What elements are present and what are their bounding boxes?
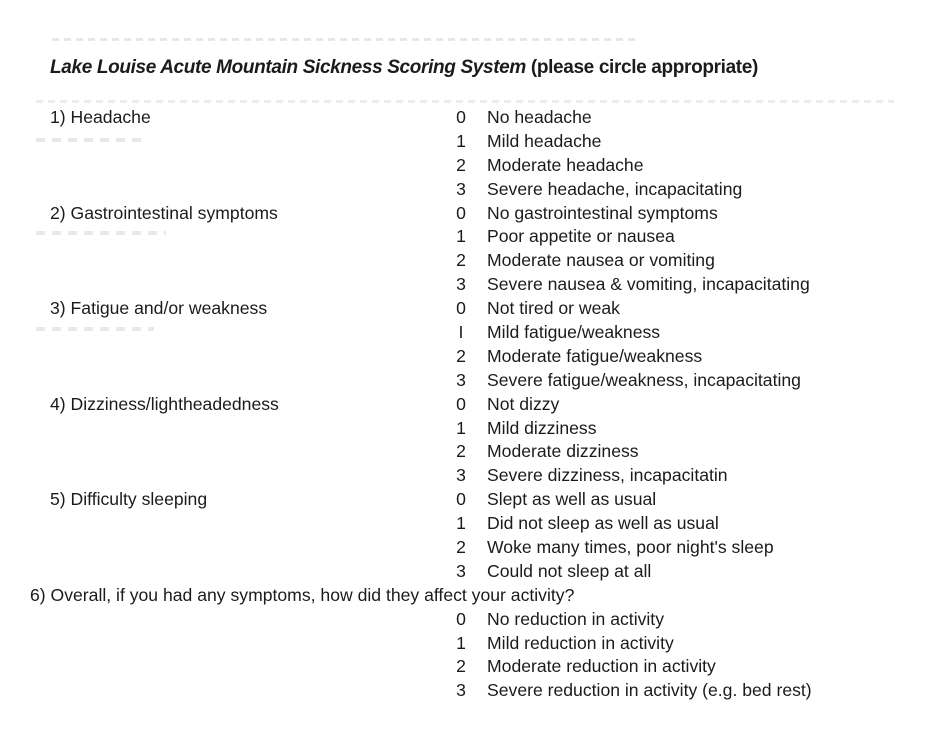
document-title [50, 57, 758, 79]
item-6-option-row [0, 632, 938, 656]
option-text: Mild headache [487, 130, 602, 151]
option-score[interactable]: 0 [456, 202, 466, 223]
option-text: No reduction in activity [487, 608, 664, 629]
option-score[interactable]: 0 [456, 608, 466, 629]
scan-artifact-line [52, 38, 640, 41]
option-text: Moderate reduction in activity [487, 656, 716, 677]
option-text: Severe reduction in activity (e.g. bed rest) [487, 680, 812, 701]
option-score[interactable]: 2 [456, 537, 466, 558]
item-6-option-row [0, 679, 938, 703]
item-2-label: 2) Gastrointestinal symptoms [50, 202, 278, 223]
option-text: Moderate fatigue/weakness [487, 345, 703, 366]
option-text: Severe fatigue/weakness, incapacitating [487, 369, 801, 390]
option-text: Mild dizziness [487, 417, 597, 438]
item-5-option-row [0, 488, 938, 512]
option-text: Moderate nausea or vomiting [487, 250, 715, 271]
item-4-option-row [0, 393, 938, 417]
option-text: Not dizzy [487, 393, 560, 414]
option-text: Severe nausea & vomiting, incapacitating [487, 274, 810, 295]
item-6-label: 6) Overall, if you had any symptoms, how did they affect your activity? [30, 584, 575, 605]
option-score[interactable]: 2 [456, 441, 466, 462]
title-main: Lake Louise Acute Mountain Sickness Scoring System [50, 57, 526, 78]
option-score[interactable]: I [458, 322, 464, 343]
option-score[interactable]: 0 [456, 489, 466, 510]
option-text: No headache [487, 107, 592, 127]
option-score[interactable]: 3 [456, 178, 466, 199]
option-text: Moderate dizziness [487, 441, 639, 462]
option-score[interactable]: 1 [456, 417, 466, 438]
option-text: Poor appetite or nausea [487, 226, 675, 247]
item-4-option-row [0, 417, 938, 441]
item-3-option-row [0, 297, 938, 321]
item-3-label: 3) Fatigue and/or weakness [50, 298, 268, 319]
option-text: Moderate headache [487, 154, 644, 175]
title-note: (please circle appropriate) [525, 57, 758, 78]
item-5-option-row [0, 560, 938, 584]
item-2-option-row [0, 249, 938, 273]
item-5-label: 5) Difficulty sleeping [50, 489, 208, 510]
item-6-option-row [0, 655, 938, 679]
item-2-option-row [0, 273, 938, 297]
item-3-option-row [0, 369, 938, 393]
option-score[interactable]: 2 [456, 656, 466, 677]
option-text: No gastrointestinal symptoms [487, 202, 718, 223]
option-score[interactable]: 2 [456, 154, 466, 175]
option-text: Severe headache, incapacitating [487, 178, 743, 199]
item-4-label: 4) Dizziness/lightheadedness [50, 393, 279, 414]
item-1-option-row [0, 130, 938, 154]
option-text: Mild reduction in activity [487, 632, 674, 653]
option-score[interactable]: 0 [456, 107, 466, 127]
item-1-option-row [0, 106, 938, 130]
item-1-label: 1) Headache [50, 107, 151, 127]
option-text: Could not sleep at all [487, 560, 652, 581]
option-score[interactable]: 0 [456, 393, 466, 414]
item-5-option-row [0, 512, 938, 536]
option-score[interactable]: 1 [456, 632, 466, 653]
item-2-option-row [0, 202, 938, 226]
option-text: Slept as well as usual [487, 489, 657, 510]
option-score[interactable]: 3 [456, 680, 466, 701]
option-score[interactable]: 3 [456, 560, 466, 581]
item-4-option-row [0, 440, 938, 464]
item-2-option-row [0, 225, 938, 249]
form-rows [0, 106, 938, 703]
option-text: Mild fatigue/weakness [487, 322, 661, 343]
item-6-label-row [0, 584, 938, 608]
option-score[interactable]: 1 [456, 513, 466, 534]
scan-artifact-line [36, 100, 894, 103]
option-score[interactable]: 2 [456, 250, 466, 271]
item-3-option-row [0, 345, 938, 369]
option-text: Severe dizziness, incapacitatin [487, 465, 728, 486]
item-5-option-row [0, 536, 938, 560]
option-score[interactable]: 3 [456, 274, 466, 295]
item-4-option-row [0, 464, 938, 488]
option-score[interactable]: 1 [456, 130, 466, 151]
option-text: Woke many times, poor night's sleep [487, 537, 774, 558]
option-text: Did not sleep as well as usual [487, 513, 719, 534]
option-score[interactable]: 2 [456, 345, 466, 366]
option-score[interactable]: 0 [456, 298, 466, 319]
item-1-option-row [0, 154, 938, 178]
item-6-option-row [0, 608, 938, 632]
option-score[interactable]: 3 [456, 465, 466, 486]
option-score[interactable]: 3 [456, 369, 466, 390]
item-1-option-row [0, 178, 938, 202]
item-3-option-row [0, 321, 938, 345]
option-score[interactable]: 1 [456, 226, 466, 247]
option-text: Not tired or weak [487, 298, 620, 319]
